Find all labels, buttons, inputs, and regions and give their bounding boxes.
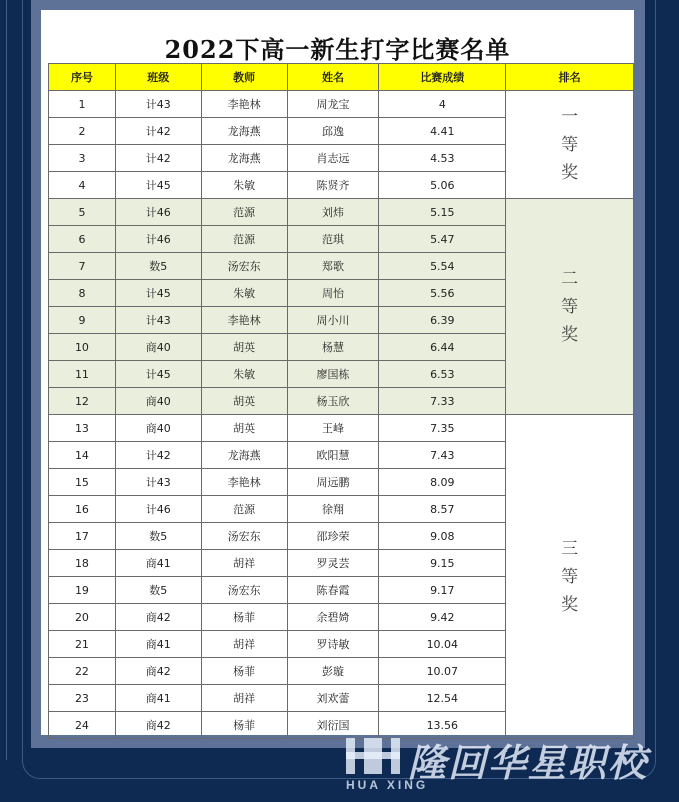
cell-teacher: 范源: [201, 496, 287, 523]
cell-name: 郑歌: [287, 253, 379, 280]
cell-name: 周龙宝: [287, 91, 379, 118]
cell-name: 周怡: [287, 280, 379, 307]
cell-score: 5.06: [379, 172, 506, 199]
cell-teacher: 龙海燕: [201, 118, 287, 145]
results-table: [48, 63, 634, 739]
cell-score: 4.41: [379, 118, 506, 145]
cell-index: 3: [49, 145, 116, 172]
cell-score: 4: [379, 91, 506, 118]
header-score: 比赛成绩: [379, 64, 506, 91]
cell-name: 范琪: [287, 226, 379, 253]
cell-teacher: 李艳林: [201, 307, 287, 334]
cell-score: 9.08: [379, 523, 506, 550]
cell-index: 21: [49, 631, 116, 658]
cell-class: 计42: [115, 118, 201, 145]
cell-index: 19: [49, 577, 116, 604]
cell-name: 刘炜: [287, 199, 379, 226]
cell-name: 罗诗敏: [287, 631, 379, 658]
cell-index: 20: [49, 604, 116, 631]
cell-score: 9.17: [379, 577, 506, 604]
cell-name: 杨慧: [287, 334, 379, 361]
page-title: 2022下高一新生打字比赛名单: [164, 35, 511, 64]
prize-cell-1: [506, 91, 634, 199]
cell-index: 24: [49, 712, 116, 739]
cell-index: 13: [49, 415, 116, 442]
cell-score: 10.04: [379, 631, 506, 658]
cell-name: 欧阳慧: [287, 442, 379, 469]
cell-class: 商41: [115, 631, 201, 658]
cell-class: 商42: [115, 604, 201, 631]
cell-teacher: 朱敏: [201, 361, 287, 388]
cell-score: 7.35: [379, 415, 506, 442]
cell-class: 计43: [115, 469, 201, 496]
cell-index: 7: [49, 253, 116, 280]
cell-name: 王峰: [287, 415, 379, 442]
cell-score: 8.09: [379, 469, 506, 496]
cell-class: 数5: [115, 523, 201, 550]
cell-class: 商41: [115, 550, 201, 577]
cell-name: 余碧婍: [287, 604, 379, 631]
cell-class: 计46: [115, 496, 201, 523]
header-teacher: 教师: [201, 64, 287, 91]
cell-teacher: 朱敏: [201, 172, 287, 199]
cell-class: 商40: [115, 388, 201, 415]
header-name: 姓名: [287, 64, 379, 91]
cell-score: 13.56: [379, 712, 506, 739]
cell-name: 刘衍国: [287, 712, 379, 739]
cell-teacher: 汤宏东: [201, 523, 287, 550]
cell-class: 商41: [115, 685, 201, 712]
header-row: [49, 64, 634, 91]
cell-index: 12: [49, 388, 116, 415]
cell-class: 计45: [115, 172, 201, 199]
cell-class: 商40: [115, 334, 201, 361]
cell-teacher: 汤宏东: [201, 577, 287, 604]
cell-class: 商42: [115, 712, 201, 739]
cell-index: 16: [49, 496, 116, 523]
prize-cell-3: [506, 415, 634, 739]
cell-index: 18: [49, 550, 116, 577]
cell-teacher: 龙海燕: [201, 145, 287, 172]
table-row: [49, 415, 634, 442]
cell-index: 14: [49, 442, 116, 469]
cell-name: 邵珍荣: [287, 523, 379, 550]
cell-class: 数5: [115, 577, 201, 604]
table-body: [49, 91, 634, 739]
cell-teacher: 范源: [201, 226, 287, 253]
header-rank: 排名: [506, 64, 634, 91]
header-index: 序号: [49, 64, 116, 91]
cell-index: 23: [49, 685, 116, 712]
cell-name: 徐翔: [287, 496, 379, 523]
cell-teacher: 范源: [201, 199, 287, 226]
cell-score: 9.15: [379, 550, 506, 577]
cell-class: 数5: [115, 253, 201, 280]
cell-score: 4.53: [379, 145, 506, 172]
cell-index: 17: [49, 523, 116, 550]
cell-index: 11: [49, 361, 116, 388]
cell-class: 计45: [115, 361, 201, 388]
cell-class: 计43: [115, 91, 201, 118]
cell-name: 彭璇: [287, 658, 379, 685]
cell-class: 计42: [115, 145, 201, 172]
cell-teacher: 胡英: [201, 334, 287, 361]
cell-class: 计45: [115, 280, 201, 307]
cell-score: 5.15: [379, 199, 506, 226]
table-row: [49, 91, 634, 118]
cell-score: 5.56: [379, 280, 506, 307]
cell-class: 计43: [115, 307, 201, 334]
cell-name: 廖国栋: [287, 361, 379, 388]
cell-teacher: 朱敏: [201, 280, 287, 307]
cell-teacher: 胡英: [201, 415, 287, 442]
cell-score: 12.54: [379, 685, 506, 712]
cell-score: 7.43: [379, 442, 506, 469]
cell-class: 计46: [115, 199, 201, 226]
cell-name: 陈贤齐: [287, 172, 379, 199]
cell-score: 10.07: [379, 658, 506, 685]
cell-name: 陈春霞: [287, 577, 379, 604]
watermark-subtext: HUA XING: [346, 778, 429, 792]
cell-class: 计46: [115, 226, 201, 253]
cell-teacher: 胡英: [201, 388, 287, 415]
table-row: [49, 199, 634, 226]
cell-name: 周远鹏: [287, 469, 379, 496]
cell-score: 8.57: [379, 496, 506, 523]
cell-index: 4: [49, 172, 116, 199]
prize-label: 一等奖: [561, 106, 579, 183]
cell-teacher: 龙海燕: [201, 442, 287, 469]
cell-teacher: 胡祥: [201, 685, 287, 712]
cell-index: 2: [49, 118, 116, 145]
cell-score: 6.53: [379, 361, 506, 388]
cell-name: 邱逸: [287, 118, 379, 145]
cell-index: 6: [49, 226, 116, 253]
cell-score: 5.47: [379, 226, 506, 253]
cell-teacher: 胡祥: [201, 550, 287, 577]
cell-index: 9: [49, 307, 116, 334]
prize-cell-2: [506, 199, 634, 415]
cell-name: 周小川: [287, 307, 379, 334]
cell-teacher: 李艳林: [201, 91, 287, 118]
prize-label: 三等奖: [561, 538, 579, 615]
cell-index: 15: [49, 469, 116, 496]
cell-index: 1: [49, 91, 116, 118]
cell-name: 罗灵芸: [287, 550, 379, 577]
cell-teacher: 杨菲: [201, 712, 287, 739]
cell-score: 5.54: [379, 253, 506, 280]
cell-name: 肖志远: [287, 145, 379, 172]
cell-class: 计42: [115, 442, 201, 469]
cell-index: 10: [49, 334, 116, 361]
cell-teacher: 李艳林: [201, 469, 287, 496]
cell-class: 商42: [115, 658, 201, 685]
prize-label: 二等奖: [561, 268, 579, 345]
cell-teacher: 杨菲: [201, 658, 287, 685]
cell-score: 9.42: [379, 604, 506, 631]
cell-teacher: 汤宏东: [201, 253, 287, 280]
cell-class: 商40: [115, 415, 201, 442]
cell-index: 5: [49, 199, 116, 226]
cell-name: 杨玉欣: [287, 388, 379, 415]
watermark-text: 隆回华星职校: [408, 740, 649, 785]
cell-teacher: 胡祥: [201, 631, 287, 658]
cell-score: 7.33: [379, 388, 506, 415]
header-class: 班级: [115, 64, 201, 91]
decorative-line-left: [6, 0, 7, 760]
cell-name: 刘欢蕾: [287, 685, 379, 712]
document-sheet: [41, 10, 634, 735]
cell-index: 22: [49, 658, 116, 685]
cell-score: 6.39: [379, 307, 506, 334]
cell-score: 6.44: [379, 334, 506, 361]
cell-index: 8: [49, 280, 116, 307]
cell-teacher: 杨菲: [201, 604, 287, 631]
